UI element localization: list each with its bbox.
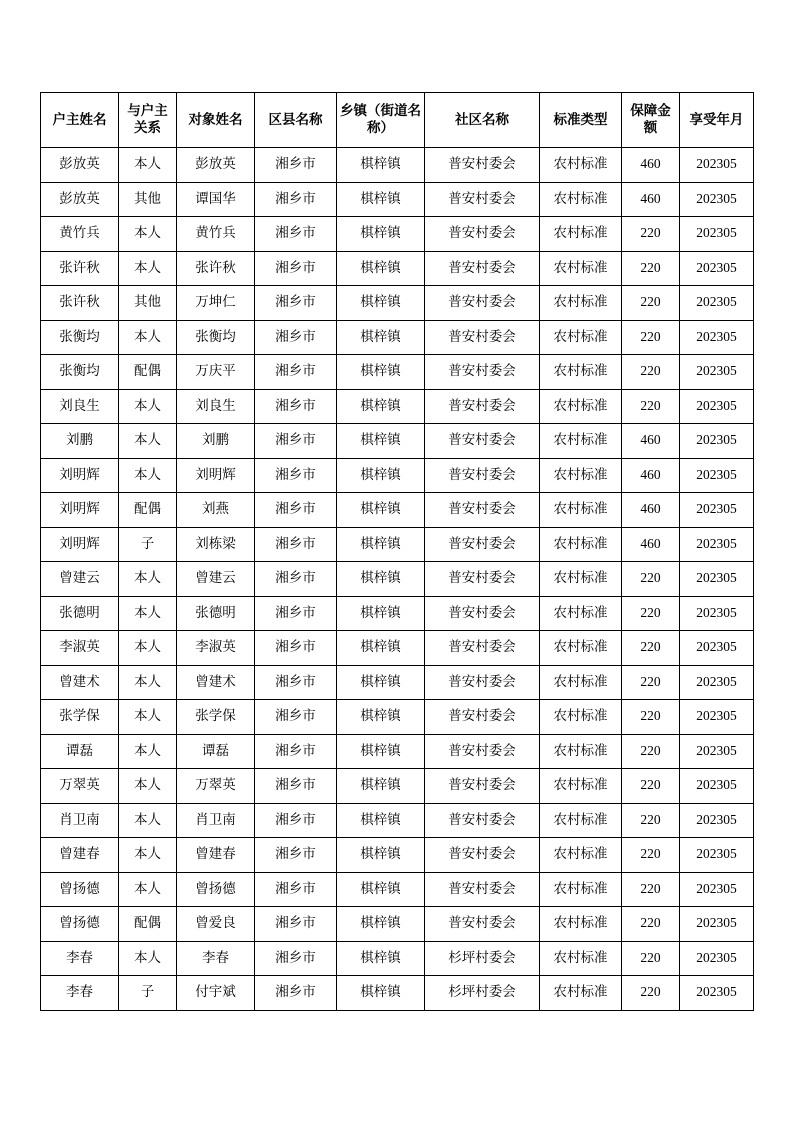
cell-relationship: 配偶 xyxy=(119,907,177,942)
cell-household-head: 谭磊 xyxy=(41,734,119,769)
cell-person-name: 李淑英 xyxy=(177,631,255,666)
cell-district: 湘乡市 xyxy=(255,389,337,424)
table-row xyxy=(41,320,754,355)
cell-amount: 460 xyxy=(622,493,680,528)
table-row xyxy=(41,907,754,942)
cell-relationship: 子 xyxy=(119,527,177,562)
cell-township: 棋梓镇 xyxy=(337,872,425,907)
table-row xyxy=(41,424,754,459)
cell-person-name: 彭放英 xyxy=(177,148,255,183)
cell-district: 湘乡市 xyxy=(255,286,337,321)
cell-standard-type: 农村标准 xyxy=(540,527,622,562)
cell-community: 普安村委会 xyxy=(425,596,540,631)
cell-township: 棋梓镇 xyxy=(337,734,425,769)
cell-relationship: 本人 xyxy=(119,251,177,286)
cell-amount: 220 xyxy=(622,355,680,390)
cell-person-name: 曾扬德 xyxy=(177,872,255,907)
cell-standard-type: 农村标准 xyxy=(540,424,622,459)
cell-standard-type: 农村标准 xyxy=(540,251,622,286)
cell-standard-type: 农村标准 xyxy=(540,596,622,631)
cell-township: 棋梓镇 xyxy=(337,389,425,424)
cell-person-name: 付宇斌 xyxy=(177,976,255,1011)
cell-period: 202305 xyxy=(680,769,754,804)
cell-household-head: 刘鹏 xyxy=(41,424,119,459)
table-row xyxy=(41,872,754,907)
cell-township: 棋梓镇 xyxy=(337,803,425,838)
table-row xyxy=(41,665,754,700)
cell-community: 普安村委会 xyxy=(425,251,540,286)
cell-household-head: 张许秋 xyxy=(41,286,119,321)
cell-township: 棋梓镇 xyxy=(337,148,425,183)
cell-period: 202305 xyxy=(680,700,754,735)
cell-standard-type: 农村标准 xyxy=(540,665,622,700)
column-header-period: 享受年月 xyxy=(680,93,754,148)
table-row xyxy=(41,389,754,424)
cell-household-head: 李淑英 xyxy=(41,631,119,666)
cell-period: 202305 xyxy=(680,182,754,217)
cell-person-name: 曾建云 xyxy=(177,562,255,597)
cell-person-name: 张许秋 xyxy=(177,251,255,286)
cell-community: 普安村委会 xyxy=(425,424,540,459)
cell-period: 202305 xyxy=(680,251,754,286)
cell-period: 202305 xyxy=(680,493,754,528)
column-header-township: 乡镇（街道名称） xyxy=(337,93,425,148)
cell-period: 202305 xyxy=(680,734,754,769)
cell-person-name: 黄竹兵 xyxy=(177,217,255,252)
cell-person-name: 谭国华 xyxy=(177,182,255,217)
cell-township: 棋梓镇 xyxy=(337,355,425,390)
cell-person-name: 谭磊 xyxy=(177,734,255,769)
cell-amount: 460 xyxy=(622,527,680,562)
table-row xyxy=(41,148,754,183)
cell-township: 棋梓镇 xyxy=(337,941,425,976)
cell-district: 湘乡市 xyxy=(255,424,337,459)
cell-household-head: 李春 xyxy=(41,976,119,1011)
cell-community: 普安村委会 xyxy=(425,217,540,252)
cell-relationship: 本人 xyxy=(119,320,177,355)
cell-relationship: 其他 xyxy=(119,182,177,217)
cell-amount: 220 xyxy=(622,251,680,286)
cell-amount: 220 xyxy=(622,976,680,1011)
cell-community: 普安村委会 xyxy=(425,182,540,217)
cell-relationship: 本人 xyxy=(119,838,177,873)
cell-township: 棋梓镇 xyxy=(337,320,425,355)
cell-amount: 220 xyxy=(622,631,680,666)
cell-period: 202305 xyxy=(680,976,754,1011)
table-row xyxy=(41,251,754,286)
cell-township: 棋梓镇 xyxy=(337,493,425,528)
cell-district: 湘乡市 xyxy=(255,872,337,907)
cell-community: 普安村委会 xyxy=(425,838,540,873)
cell-township: 棋梓镇 xyxy=(337,665,425,700)
cell-township: 棋梓镇 xyxy=(337,182,425,217)
column-header-relationship: 与户主关系 xyxy=(119,93,177,148)
cell-relationship: 本人 xyxy=(119,872,177,907)
cell-household-head: 曾建术 xyxy=(41,665,119,700)
cell-standard-type: 农村标准 xyxy=(540,562,622,597)
cell-standard-type: 农村标准 xyxy=(540,700,622,735)
cell-period: 202305 xyxy=(680,148,754,183)
cell-standard-type: 农村标准 xyxy=(540,148,622,183)
column-header-standard-type: 标准类型 xyxy=(540,93,622,148)
table-row xyxy=(41,527,754,562)
cell-standard-type: 农村标准 xyxy=(540,803,622,838)
cell-district: 湘乡市 xyxy=(255,700,337,735)
cell-household-head: 张许秋 xyxy=(41,251,119,286)
cell-district: 湘乡市 xyxy=(255,182,337,217)
table-row xyxy=(41,182,754,217)
table-row xyxy=(41,631,754,666)
cell-relationship: 本人 xyxy=(119,665,177,700)
cell-standard-type: 农村标准 xyxy=(540,872,622,907)
cell-household-head: 李春 xyxy=(41,941,119,976)
cell-relationship: 本人 xyxy=(119,769,177,804)
cell-district: 湘乡市 xyxy=(255,907,337,942)
cell-relationship: 本人 xyxy=(119,389,177,424)
cell-period: 202305 xyxy=(680,424,754,459)
cell-relationship: 本人 xyxy=(119,700,177,735)
cell-person-name: 刘良生 xyxy=(177,389,255,424)
cell-community: 普安村委会 xyxy=(425,631,540,666)
table-row xyxy=(41,941,754,976)
cell-amount: 220 xyxy=(622,286,680,321)
cell-standard-type: 农村标准 xyxy=(540,631,622,666)
cell-person-name: 刘明辉 xyxy=(177,458,255,493)
cell-amount: 220 xyxy=(622,769,680,804)
cell-community: 普安村委会 xyxy=(425,389,540,424)
cell-household-head: 张德明 xyxy=(41,596,119,631)
cell-district: 湘乡市 xyxy=(255,941,337,976)
cell-period: 202305 xyxy=(680,872,754,907)
cell-community: 杉坪村委会 xyxy=(425,941,540,976)
cell-district: 湘乡市 xyxy=(255,355,337,390)
cell-standard-type: 农村标准 xyxy=(540,769,622,804)
table-row xyxy=(41,838,754,873)
cell-relationship: 本人 xyxy=(119,148,177,183)
cell-household-head: 刘良生 xyxy=(41,389,119,424)
column-header-person-name: 对象姓名 xyxy=(177,93,255,148)
cell-household-head: 黄竹兵 xyxy=(41,217,119,252)
cell-person-name: 肖卫南 xyxy=(177,803,255,838)
cell-community: 普安村委会 xyxy=(425,803,540,838)
cell-person-name: 万坤仁 xyxy=(177,286,255,321)
cell-period: 202305 xyxy=(680,838,754,873)
table-row xyxy=(41,976,754,1011)
cell-standard-type: 农村标准 xyxy=(540,976,622,1011)
cell-person-name: 李春 xyxy=(177,941,255,976)
cell-standard-type: 农村标准 xyxy=(540,182,622,217)
cell-township: 棋梓镇 xyxy=(337,976,425,1011)
table-header-row xyxy=(41,93,754,148)
table-row xyxy=(41,458,754,493)
table-row xyxy=(41,562,754,597)
cell-amount: 220 xyxy=(622,320,680,355)
cell-standard-type: 农村标准 xyxy=(540,320,622,355)
cell-standard-type: 农村标准 xyxy=(540,941,622,976)
cell-household-head: 曾扬德 xyxy=(41,872,119,907)
cell-standard-type: 农村标准 xyxy=(540,217,622,252)
cell-period: 202305 xyxy=(680,907,754,942)
cell-period: 202305 xyxy=(680,320,754,355)
cell-person-name: 刘燕 xyxy=(177,493,255,528)
cell-relationship: 本人 xyxy=(119,941,177,976)
cell-community: 普安村委会 xyxy=(425,665,540,700)
cell-township: 棋梓镇 xyxy=(337,631,425,666)
cell-community: 普安村委会 xyxy=(425,458,540,493)
cell-household-head: 刘明辉 xyxy=(41,458,119,493)
cell-community: 普安村委会 xyxy=(425,493,540,528)
cell-relationship: 本人 xyxy=(119,424,177,459)
cell-relationship: 本人 xyxy=(119,734,177,769)
cell-person-name: 张衡均 xyxy=(177,320,255,355)
cell-period: 202305 xyxy=(680,631,754,666)
cell-district: 湘乡市 xyxy=(255,251,337,286)
cell-district: 湘乡市 xyxy=(255,631,337,666)
column-header-household-head: 户主姓名 xyxy=(41,93,119,148)
cell-community: 普安村委会 xyxy=(425,355,540,390)
cell-district: 湘乡市 xyxy=(255,562,337,597)
cell-period: 202305 xyxy=(680,458,754,493)
cell-district: 湘乡市 xyxy=(255,734,337,769)
cell-district: 湘乡市 xyxy=(255,665,337,700)
benefit-table xyxy=(40,92,754,1011)
cell-township: 棋梓镇 xyxy=(337,838,425,873)
cell-relationship: 本人 xyxy=(119,596,177,631)
cell-amount: 220 xyxy=(622,838,680,873)
column-header-community: 社区名称 xyxy=(425,93,540,148)
cell-township: 棋梓镇 xyxy=(337,251,425,286)
cell-standard-type: 农村标准 xyxy=(540,355,622,390)
cell-township: 棋梓镇 xyxy=(337,562,425,597)
cell-standard-type: 农村标准 xyxy=(540,458,622,493)
cell-standard-type: 农村标准 xyxy=(540,907,622,942)
cell-amount: 220 xyxy=(622,803,680,838)
cell-period: 202305 xyxy=(680,355,754,390)
cell-period: 202305 xyxy=(680,389,754,424)
table-body xyxy=(41,148,754,1011)
cell-community: 普安村委会 xyxy=(425,286,540,321)
cell-community: 普安村委会 xyxy=(425,769,540,804)
cell-standard-type: 农村标准 xyxy=(540,734,622,769)
cell-standard-type: 农村标准 xyxy=(540,286,622,321)
table-row xyxy=(41,493,754,528)
table-row xyxy=(41,803,754,838)
table-row xyxy=(41,355,754,390)
cell-amount: 220 xyxy=(622,217,680,252)
cell-relationship: 本人 xyxy=(119,803,177,838)
cell-district: 湘乡市 xyxy=(255,217,337,252)
cell-period: 202305 xyxy=(680,941,754,976)
cell-person-name: 张学保 xyxy=(177,700,255,735)
cell-relationship: 本人 xyxy=(119,458,177,493)
cell-person-name: 刘鹏 xyxy=(177,424,255,459)
cell-district: 湘乡市 xyxy=(255,596,337,631)
cell-person-name: 万翠英 xyxy=(177,769,255,804)
cell-period: 202305 xyxy=(680,286,754,321)
cell-district: 湘乡市 xyxy=(255,148,337,183)
column-header-amount: 保障金额 xyxy=(622,93,680,148)
cell-relationship: 本人 xyxy=(119,631,177,666)
column-header-district: 区县名称 xyxy=(255,93,337,148)
table-row xyxy=(41,700,754,735)
cell-household-head: 曾建春 xyxy=(41,838,119,873)
cell-district: 湘乡市 xyxy=(255,458,337,493)
cell-community: 普安村委会 xyxy=(425,734,540,769)
cell-township: 棋梓镇 xyxy=(337,527,425,562)
cell-person-name: 曾建术 xyxy=(177,665,255,700)
cell-district: 湘乡市 xyxy=(255,527,337,562)
cell-relationship: 其他 xyxy=(119,286,177,321)
cell-household-head: 刘明辉 xyxy=(41,493,119,528)
cell-district: 湘乡市 xyxy=(255,803,337,838)
cell-period: 202305 xyxy=(680,527,754,562)
cell-standard-type: 农村标准 xyxy=(540,838,622,873)
cell-amount: 460 xyxy=(622,458,680,493)
cell-amount: 220 xyxy=(622,734,680,769)
cell-township: 棋梓镇 xyxy=(337,217,425,252)
cell-community: 普安村委会 xyxy=(425,907,540,942)
cell-amount: 220 xyxy=(622,700,680,735)
cell-community: 杉坪村委会 xyxy=(425,976,540,1011)
cell-household-head: 曾扬德 xyxy=(41,907,119,942)
cell-period: 202305 xyxy=(680,803,754,838)
table-row xyxy=(41,596,754,631)
cell-household-head: 张衡均 xyxy=(41,320,119,355)
cell-relationship: 本人 xyxy=(119,217,177,252)
cell-person-name: 万庆平 xyxy=(177,355,255,390)
cell-amount: 220 xyxy=(622,941,680,976)
cell-standard-type: 农村标准 xyxy=(540,493,622,528)
cell-community: 普安村委会 xyxy=(425,527,540,562)
cell-household-head: 彭放英 xyxy=(41,148,119,183)
cell-person-name: 曾建春 xyxy=(177,838,255,873)
cell-amount: 220 xyxy=(622,872,680,907)
cell-district: 湘乡市 xyxy=(255,493,337,528)
cell-district: 湘乡市 xyxy=(255,838,337,873)
cell-period: 202305 xyxy=(680,596,754,631)
cell-amount: 460 xyxy=(622,182,680,217)
cell-standard-type: 农村标准 xyxy=(540,389,622,424)
cell-household-head: 刘明辉 xyxy=(41,527,119,562)
table-header xyxy=(41,93,754,148)
cell-community: 普安村委会 xyxy=(425,700,540,735)
cell-district: 湘乡市 xyxy=(255,769,337,804)
cell-relationship: 本人 xyxy=(119,562,177,597)
cell-community: 普安村委会 xyxy=(425,562,540,597)
cell-person-name: 张德明 xyxy=(177,596,255,631)
cell-township: 棋梓镇 xyxy=(337,907,425,942)
cell-district: 湘乡市 xyxy=(255,976,337,1011)
cell-township: 棋梓镇 xyxy=(337,596,425,631)
cell-person-name: 刘栋梁 xyxy=(177,527,255,562)
cell-household-head: 万翠英 xyxy=(41,769,119,804)
cell-household-head: 曾建云 xyxy=(41,562,119,597)
cell-person-name: 曾爱良 xyxy=(177,907,255,942)
cell-period: 202305 xyxy=(680,217,754,252)
cell-township: 棋梓镇 xyxy=(337,286,425,321)
cell-household-head: 肖卫南 xyxy=(41,803,119,838)
cell-community: 普安村委会 xyxy=(425,872,540,907)
cell-community: 普安村委会 xyxy=(425,320,540,355)
cell-district: 湘乡市 xyxy=(255,320,337,355)
cell-period: 202305 xyxy=(680,665,754,700)
table-row xyxy=(41,217,754,252)
cell-amount: 460 xyxy=(622,148,680,183)
cell-relationship: 配偶 xyxy=(119,493,177,528)
cell-period: 202305 xyxy=(680,562,754,597)
cell-amount: 220 xyxy=(622,389,680,424)
cell-amount: 220 xyxy=(622,665,680,700)
cell-township: 棋梓镇 xyxy=(337,458,425,493)
table-row xyxy=(41,769,754,804)
cell-household-head: 张学保 xyxy=(41,700,119,735)
cell-relationship: 子 xyxy=(119,976,177,1011)
cell-household-head: 彭放英 xyxy=(41,182,119,217)
cell-relationship: 配偶 xyxy=(119,355,177,390)
table-row xyxy=(41,286,754,321)
cell-amount: 460 xyxy=(622,424,680,459)
cell-amount: 220 xyxy=(622,596,680,631)
cell-township: 棋梓镇 xyxy=(337,769,425,804)
cell-amount: 220 xyxy=(622,562,680,597)
table-row xyxy=(41,734,754,769)
cell-household-head: 张衡均 xyxy=(41,355,119,390)
cell-township: 棋梓镇 xyxy=(337,424,425,459)
cell-community: 普安村委会 xyxy=(425,148,540,183)
cell-township: 棋梓镇 xyxy=(337,700,425,735)
cell-amount: 220 xyxy=(622,907,680,942)
